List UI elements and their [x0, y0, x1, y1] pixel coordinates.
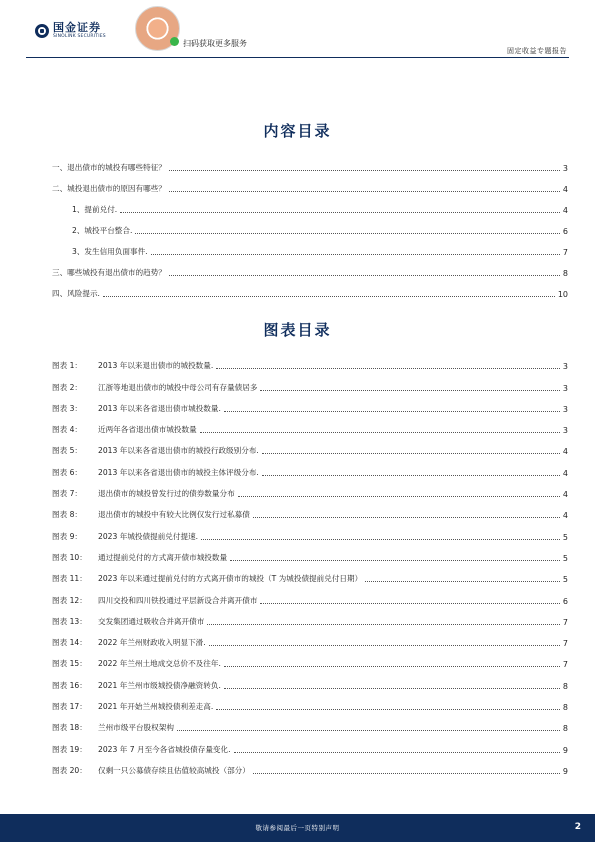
figure-page: 4 — [562, 447, 568, 457]
brand-name-cn: 国金证券 — [53, 21, 101, 34]
toc-entry-label: 2、城投平台整合. — [72, 226, 133, 235]
figure-number: 图表 10： — [52, 552, 87, 562]
figure-entry[interactable] — [52, 542, 568, 563]
toc-entry[interactable] — [52, 236, 568, 257]
dot-leader — [120, 211, 560, 213]
figure-number: 图表 19： — [52, 744, 87, 754]
toc-entry[interactable] — [52, 173, 568, 194]
dot-leader — [169, 190, 560, 192]
dot-leader — [260, 602, 559, 604]
figure-number: 图表 11： — [52, 574, 87, 584]
figure-page: 7 — [562, 639, 568, 649]
figure-page: 9 — [562, 745, 568, 755]
figure-entry[interactable] — [52, 648, 568, 669]
figure-page: 4 — [562, 511, 568, 521]
figure-number: 图表 8： — [52, 510, 83, 520]
dot-leader — [135, 232, 560, 234]
figure-entry[interactable] — [52, 350, 568, 371]
dot-leader — [207, 623, 560, 625]
figure-number: 图表 18： — [52, 723, 87, 733]
figure-page: 7 — [562, 660, 568, 670]
dot-leader — [253, 772, 560, 774]
dot-leader — [260, 389, 559, 391]
figure-entry[interactable] — [52, 478, 568, 499]
toc-entry-page: 10 — [557, 290, 568, 299]
figure-number: 图表 3： — [52, 403, 83, 413]
logo-icon — [35, 24, 49, 38]
figure-entry[interactable] — [52, 456, 568, 477]
figure-page: 3 — [562, 404, 568, 414]
figure-page: 5 — [562, 532, 568, 542]
figure-page: 3 — [562, 362, 568, 372]
toc-entry-page: 8 — [562, 269, 568, 278]
dot-leader — [253, 516, 560, 518]
figure-entry[interactable] — [52, 669, 568, 690]
dot-leader — [151, 253, 560, 255]
figure-number: 图表 1： — [52, 361, 83, 371]
dot-leader — [234, 751, 560, 753]
figure-title: 退出债市的城投中有较大比例仅发行过私募债 — [98, 510, 250, 520]
figure-title: 2013 年以来各省退出债市城投数量. — [98, 403, 221, 413]
figure-entry[interactable] — [52, 414, 568, 435]
toc-entry[interactable] — [52, 215, 568, 236]
figure-title: 仅剩一只公募债存续且估值较高城投（部分） — [98, 765, 250, 775]
figure-page: 5 — [562, 575, 568, 585]
toc-entry[interactable] — [52, 278, 568, 299]
figure-number: 图表 16： — [52, 680, 87, 690]
figure-number: 图表 5： — [52, 446, 83, 456]
figure-number: 图表 4： — [52, 425, 83, 435]
figure-page: 6 — [562, 596, 568, 606]
figure-entry[interactable] — [52, 584, 568, 605]
figure-title: 2021 年开始兰州城投债利差走高. — [98, 702, 214, 712]
figure-entry[interactable] — [52, 627, 568, 648]
figure-page: 9 — [562, 766, 568, 776]
figure-entry[interactable] — [52, 691, 568, 712]
figure-entry[interactable] — [52, 393, 568, 414]
report-type: 固定收益专题报告 — [507, 47, 567, 55]
figure-title: 退出债市的城投曾发行过的债券数量分布 — [98, 489, 235, 499]
figure-title: 兰州市级平台股权架构 — [98, 723, 174, 733]
toc-entry-page: 4 — [562, 185, 568, 194]
header-divider — [26, 57, 569, 58]
figure-title: 近两年各省退出债市城投数量 — [98, 425, 197, 435]
figure-number: 图表 12： — [52, 595, 87, 605]
dot-leader — [224, 665, 560, 667]
figure-number: 图表 15： — [52, 659, 87, 669]
dot-leader — [200, 431, 560, 433]
figure-entry[interactable] — [52, 755, 568, 776]
figure-title: 2021 年兰州市级城投债净融资转负. — [98, 680, 221, 690]
dot-leader — [177, 729, 560, 731]
figure-page: 8 — [562, 724, 568, 734]
figure-entry[interactable] — [52, 733, 568, 754]
toc-title: 内容目录 — [263, 122, 332, 140]
figures-title: 图表目录 — [263, 321, 332, 339]
figure-title: 2022 年兰州财政收入明显下滑. — [98, 638, 206, 648]
figure-entry[interactable] — [52, 563, 568, 584]
figure-number: 图表 20： — [52, 765, 87, 775]
figure-title: 2023 年以来通过提前兑付的方式离开债市的城投（T 为城投债提前兑付日期） — [98, 574, 363, 584]
figure-number: 图表 2： — [52, 382, 83, 392]
figure-number: 图表 7： — [52, 489, 83, 499]
figure-number: 图表 13： — [52, 616, 87, 626]
figure-page: 7 — [562, 617, 568, 627]
toc-entry-label: 二、城投退出债市的原因有哪些？ — [52, 184, 166, 193]
dot-leader — [230, 559, 560, 561]
dot-leader — [169, 169, 560, 171]
figure-entry[interactable] — [52, 435, 568, 456]
figure-number: 图表 17： — [52, 702, 87, 712]
toc-entry-label: 1、提前兑付. — [72, 205, 118, 214]
figure-page: 3 — [562, 426, 568, 436]
figure-title: 2013 年以来各省退出债市的城投主体评级分布. — [98, 467, 259, 477]
wechat-badge-icon — [170, 37, 179, 46]
dot-leader — [169, 274, 560, 276]
toc-entry-label: 四、风险提示. — [52, 289, 100, 298]
figure-page: 4 — [562, 490, 568, 500]
figure-title: 2013 年以来退出债市的城投数量. — [98, 361, 214, 371]
figure-list — [52, 350, 568, 776]
page-header — [0, 0, 595, 60]
figure-entry[interactable] — [52, 499, 568, 520]
dot-leader — [224, 687, 560, 689]
dot-leader — [262, 474, 560, 476]
figure-title: 2013 年以来各省退出债市的城投行政级别分布. — [98, 446, 259, 456]
toc-entry-label: 一、退出债市的城投有哪些特征？ — [52, 163, 166, 172]
brand-logo — [35, 22, 106, 40]
figure-page: 8 — [562, 681, 568, 691]
figure-title: 交发集团通过吸收合并离开债市 — [98, 616, 205, 626]
figure-number: 图表 9： — [52, 531, 83, 541]
figure-title: 通过提前兑付的方式离开债市城投数量 — [98, 552, 228, 562]
table-of-contents — [52, 152, 568, 299]
toc-entry-page: 6 — [562, 227, 568, 236]
figure-page: 5 — [562, 553, 568, 563]
dot-leader — [365, 580, 560, 582]
figure-entry[interactable] — [52, 520, 568, 541]
figure-number: 图表 14： — [52, 638, 87, 648]
toc-entry-page: 3 — [562, 164, 568, 173]
footer-disclaimer: 敬请参阅最后一页特别声明 — [255, 824, 340, 832]
figure-title: 2023 年城投债提前兑付提速. — [98, 531, 199, 541]
dot-leader — [209, 644, 560, 646]
page-footer — [0, 814, 595, 842]
toc-entry[interactable] — [52, 152, 568, 173]
figure-page: 4 — [562, 468, 568, 478]
figure-title: 江浙等地退出债市的城投中母公司有存量债居多 — [98, 382, 258, 392]
figure-title: 四川交投和四川铁投通过平层新设合并离开债市 — [98, 595, 258, 605]
figure-entry[interactable] — [52, 712, 568, 733]
dot-leader — [238, 495, 560, 497]
brand-name-en: SINOLINK SECURITIES — [53, 34, 106, 39]
dot-leader — [216, 708, 560, 710]
toc-entry-page: 4 — [562, 206, 568, 215]
figure-page: 8 — [562, 703, 568, 713]
toc-entry-page: 7 — [562, 248, 568, 257]
dot-leader — [201, 538, 560, 540]
figure-page: 3 — [562, 383, 568, 393]
page-number: 2 — [574, 822, 581, 832]
toc-entry-label: 3、发生信用负面事件. — [72, 247, 148, 256]
toc-entry[interactable] — [52, 194, 568, 215]
figure-entry[interactable] — [52, 371, 568, 392]
dot-leader — [103, 295, 555, 297]
dot-leader — [262, 452, 560, 454]
dot-leader — [216, 367, 560, 369]
figure-title: 2022 年兰州土地成交总价不及往年. — [98, 659, 221, 669]
toc-entry[interactable] — [52, 257, 568, 278]
toc-entry-label: 三、哪些城投有退出债市的趋势？ — [52, 268, 166, 277]
figure-entry[interactable] — [52, 606, 568, 627]
scan-prompt: 扫码获取更多服务 — [183, 39, 247, 48]
dot-leader — [224, 410, 560, 412]
figure-number: 图表 6： — [52, 467, 83, 477]
figure-title: 2023 年 7 月至今各省城投债存量变化. — [98, 744, 231, 754]
